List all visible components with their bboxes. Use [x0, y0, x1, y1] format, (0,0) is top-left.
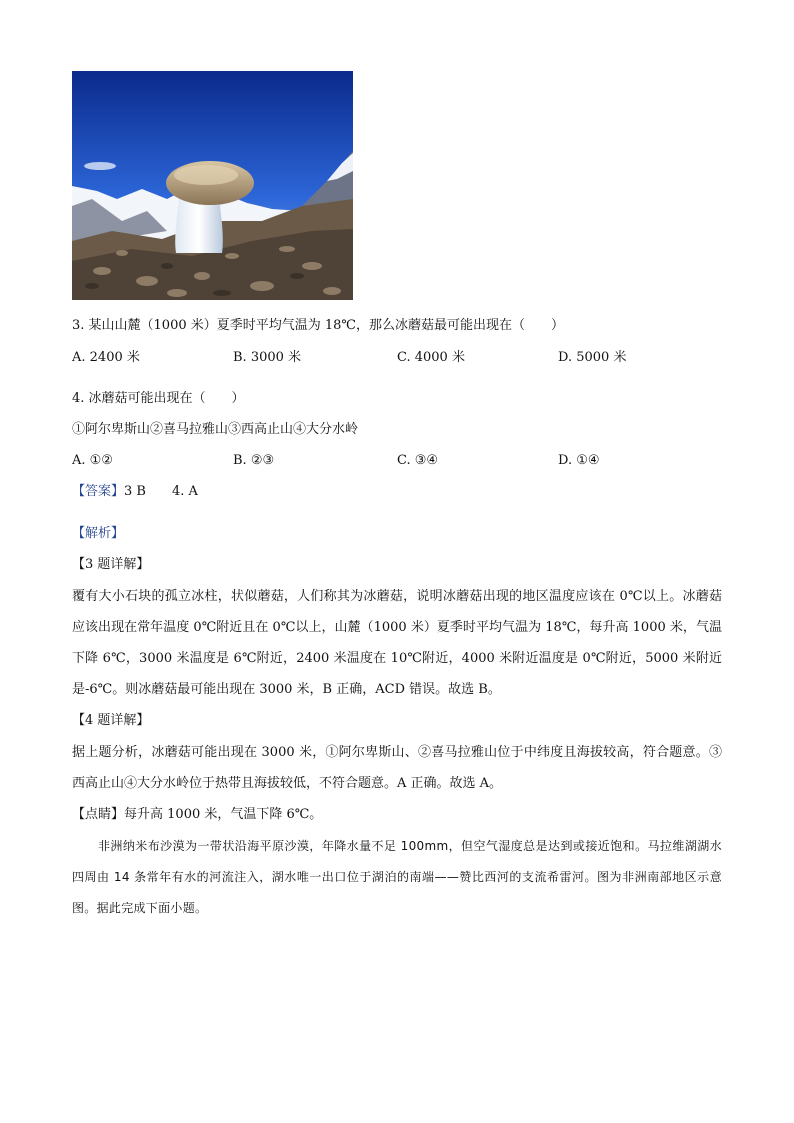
answer-line: [72, 483, 198, 501]
q4-option-b: B. ②③: [233, 453, 275, 468]
answer-tag: 【答案】: [72, 484, 125, 499]
analysis-title: 【解析】: [72, 526, 125, 541]
detail-3-text: 覆有大小石块的孤立冰柱，状似蘑菇，人们称其为冰蘑菇，说明冰蘑菇出现的地区温度应该在 0℃以上。冰蘑菇应该出现在常年温度 0℃附近且在 0℃以上，山麓（1000 米）夏季时平均气温为 18℃，每升高 1000 米，气温下降 6℃，3000 米温度是 6℃附近，2400 米温度在 10℃附近，4000 米附近温度是 0℃附近，5000 米附近是-6℃。则冰蘑菇最可能出现在 3000 米，B 正确，ACD 错误。故选 B。: [72, 589, 722, 697]
q4-option-a: A. ①②: [72, 453, 113, 468]
tip-line: [72, 806, 322, 824]
q3-option-b: B. 3000 米: [233, 350, 302, 365]
passage-text: 非洲纳米布沙漠为一带状沿海平原沙漠，年降水量不足 100mm，但空气湿度总是达到或接近饱和。马拉维湖湖水四周由 14 条常年有水的河流注入，湖水唯一出口位于湖泊的南端——赞比西河的支流希雷河。图为非洲南部地区示意图。据此完成下面小题。: [72, 839, 722, 915]
question-4-stem: 4. 冰蘑菇可能出现在（ ）: [72, 391, 245, 406]
q3-option-a: A. 2400 米: [72, 350, 140, 365]
detail-4-title: 【4 题详解】: [72, 713, 150, 728]
q3-option-c: C. 4000 米: [397, 350, 465, 365]
q3-option-d: D. 5000 米: [558, 350, 627, 365]
detail-4-text: 据上题分析，冰蘑菇可能出现在 3000 米，①阿尔卑斯山、②喜马拉雅山位于中纬度且海拔较高，符合题意。③西高止山④大分水岭位于热带且海拔较低，不符合题意。A 正确。故选 A。: [72, 745, 722, 791]
detail-3-title: 【3 题详解】: [72, 557, 150, 572]
question-3-stem: 3. 某山山麓（1000 米）夏季时平均气温为 18℃，那么冰蘑菇最可能出现在（ ）: [72, 318, 564, 333]
tip-tag: 【点睛】: [72, 807, 125, 822]
answer-text: 3 B 4. A: [124, 484, 198, 499]
q4-option-c: C. ③④: [397, 453, 439, 468]
tip-text: 每升高 1000 米，气温下降 6℃。: [124, 807, 323, 822]
question-4-choices: ①阿尔卑斯山②喜马拉雅山③西高止山④大分水岭: [72, 422, 359, 437]
q4-option-d: D. ①④: [558, 453, 600, 468]
ice-mushroom-photo: [72, 71, 353, 300]
